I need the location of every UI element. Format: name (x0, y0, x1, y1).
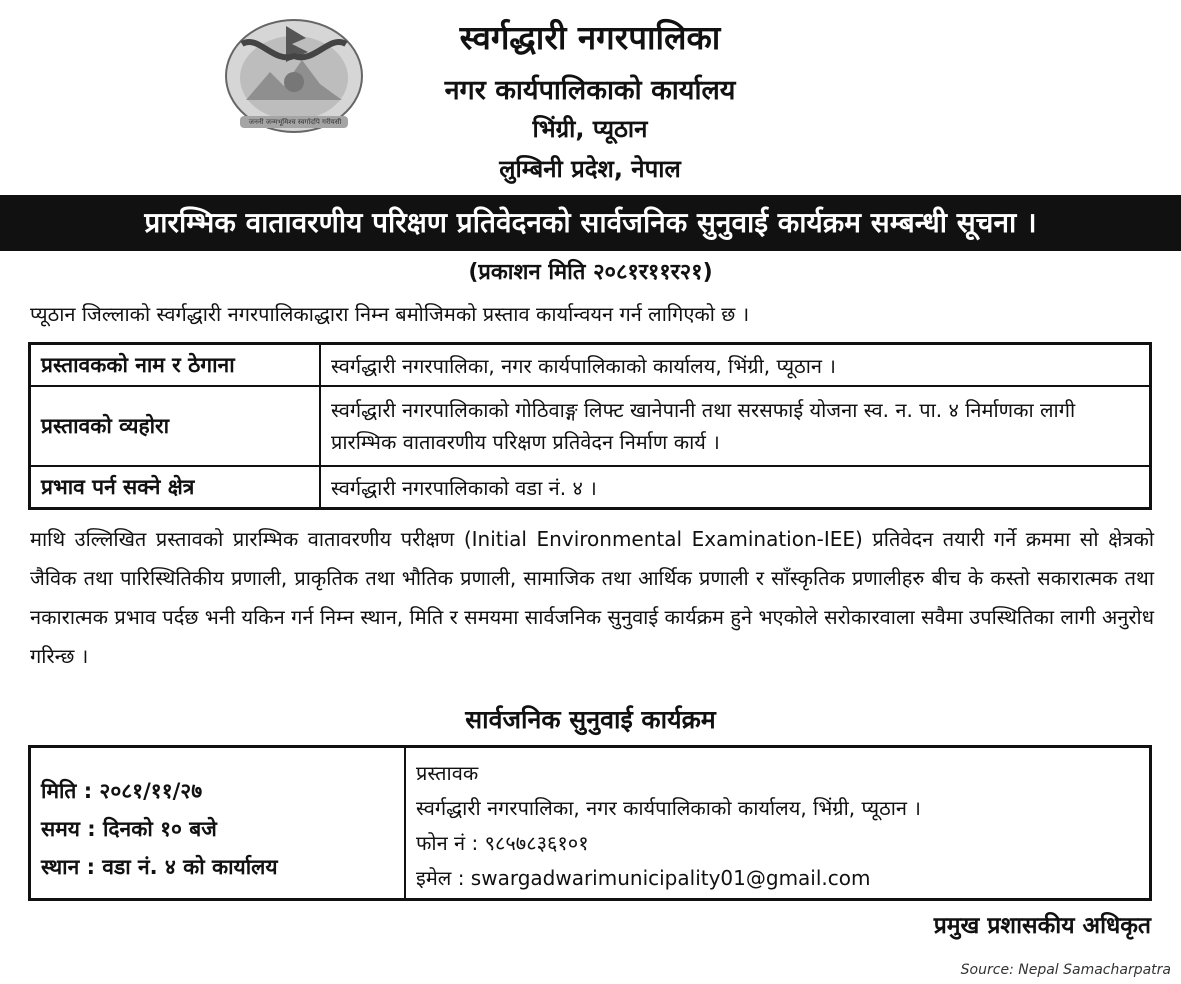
signatory-title: प्रमुख प्रशासकीय अधिकृत (933, 913, 1151, 939)
table-value: स्वर्गद्धारी नगरपालिका, नगर कार्यपालिकाको कार्यालय, भिंग्री, प्यूठान । (320, 344, 1151, 387)
source-credit: Source: Nepal Samacharpatra (960, 962, 1171, 978)
intro-statement: प्यूठान जिल्लाको स्वर्गद्धारी नगरपालिकाद्धारा निम्न बमोजिमको प्रस्ताव कार्यान्वयन गर्न लागिएको छ । (30, 302, 750, 326)
proposer-contact (406, 748, 1149, 898)
proposer-address: स्वर्गद्धारी नगरपालिका, नगर कार्यपालिकाको कार्यालय, भिंग्री, प्यूठान । (416, 796, 921, 820)
publication-date: (प्रकाशन मिति २०८१र११र२१) (468, 260, 713, 285)
table-value: स्वर्गद्धारी नगरपालिकाको गोठिवाङ्ग लिफ्ट खानेपानी तथा सरसफाई योजना स्व. न. पा. ४ निर्माणका लागी प्रारम्भिक वातावरणीय परिक्षण प्रतिवेदन निर्माण कार्य । (320, 386, 1151, 466)
office-name: नगर कार्यपालिकाको कार्यालय (444, 75, 736, 106)
notice-title-banner: प्रारम्भिक वातावरणीय परिक्षण प्रतिवेदनको सार्वजनिक सुनुवाई कार्यक्रम सम्बन्धी सूचना । (0, 195, 1181, 251)
hearing-heading: सार्वजनिक सुनुवाई कार्यक्रम (465, 705, 716, 734)
proposer-phone: फोन नं : ९८५७८३६१०१ (416, 831, 589, 855)
table-row (30, 386, 1151, 466)
hearing-schedule-box (28, 745, 1152, 901)
province-country: लुम्बिनी प्रदेश, नेपाल (499, 155, 681, 183)
table-row (30, 466, 1151, 509)
proposer-label: प्रस्तावक (416, 761, 479, 785)
notice-body-paragraph: माथि उल्लिखित प्रस्तावको प्रारम्भिक वातावरणीय परीक्षण (Initial Environmental Examination-IEE) प्रतिवेदन तयारी गर्ने क्रममा सो क्षेत्रको जैविक तथा पारिस्थितिकीय प्रणाली, प्राकृतिक तथा भौतिक प्रणाली, सामाजिक तथा आर्थिक प्रणाली र साँस्कृतिक प्रणालीहरु बीच के कस्तो सकारात्मक तथा नकारात्मक प्रभाव पर्दछ भनी यकिन गर्न निम्न स्थान, मिति र समयमा सार्वजनिक सुनुवाई कार्यक्रम हुने भएकोले सरोकारवाला सवैमा उपस्थितिका लागी अनुरोध गरिन्छ । (30, 527, 1154, 668)
hearing-time: समय : दिनको १० बजे (41, 817, 217, 841)
table-label: प्रस्तावकको नाम र ठेगाना (30, 344, 321, 387)
table-value: स्वर्गद्धारी नगरपालिकाको वडा नं. ४ । (320, 466, 1151, 509)
hearing-date: मिति : २०८१/११/२७ (41, 779, 203, 803)
table-label: प्रभाव पर्न सक्ने क्षेत्र (30, 466, 321, 509)
table-label: प्रस्तावको व्यहोरा (30, 386, 321, 466)
hearing-details (31, 748, 406, 898)
municipality-name: स्वर्गद्धारी नगरपालिका (459, 18, 721, 57)
table-row (30, 344, 1151, 387)
proposal-info-table (28, 342, 1152, 510)
emblem-motto: जननी जन्मभूमिश्च स्वर्गादपि गरीयसी (248, 118, 342, 126)
hearing-venue: स्थान : वडा नं. ४ को कार्यालय (41, 855, 278, 879)
office-location: भिंग्री, प्यूठान (532, 115, 648, 143)
proposer-email: इमेल : swargadwarimunicipality01@gmail.com (416, 866, 871, 890)
